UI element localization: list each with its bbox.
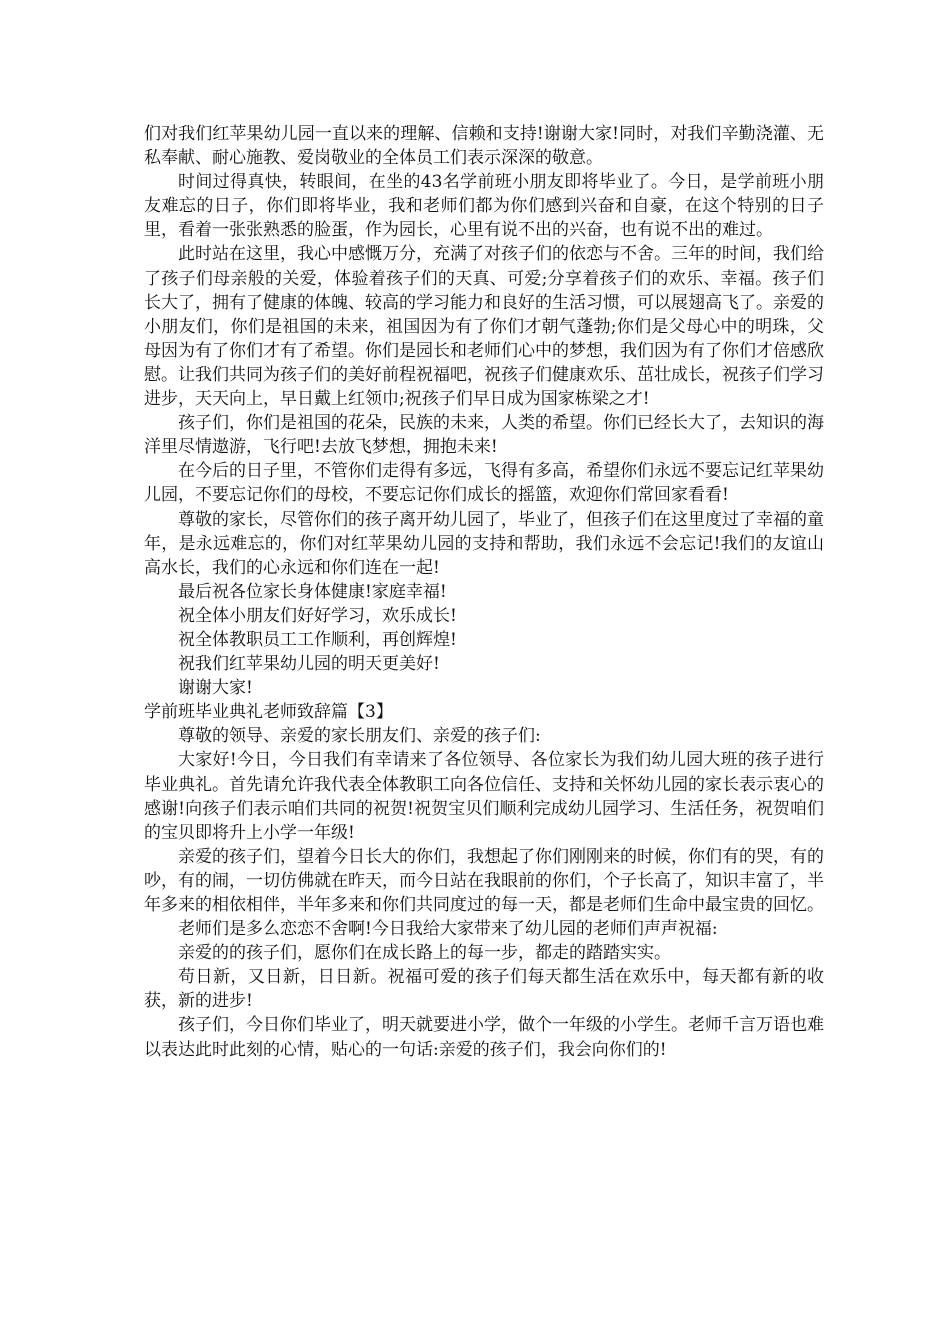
paragraph: 孩子们，你们是祖国的花朵，民族的未来，人类的希望。你们已经长大了，去知识的海洋里尽情遨游，飞行吧!去放飞梦想，拥抱未来! <box>144 413 824 458</box>
paragraph: 祝我们红苹果幼儿园的明天更美好! <box>178 654 440 675</box>
paragraph: 祝全体小朋友们好好学习，欢乐成长! <box>178 605 457 626</box>
section-heading: 学前班毕业典礼老师致辞篇【3】 <box>144 702 393 723</box>
paragraph: 尊敬的家长，尽管你们的孩子离开幼儿园了，毕业了，但孩子们在这里度过了幸福的童年，是永远难忘的，你们对红苹果幼儿园的支持和帮助，我们永远不会忘记!我们的友谊山高水长，我们的心永远和你们连在一起! <box>144 509 824 578</box>
paragraph: 孩子们，今日你们毕业了，明天就要进小学，做个一年级的小学生。老师千言万语也难以表达此时此刻的心情，贴心的一句话:亲爱的孩子们，我会向你们的! <box>144 1015 824 1060</box>
paragraph: 最后祝各位家长身体健康!家庭幸福! <box>178 581 447 602</box>
paragraph: 亲爱的孩子们，望着今日长大的你们，我想起了你们刚刚来的时候，你们有的哭，有的吵，有的闹，一切仿佛就在昨天，而今日站在我眼前的你们，个子长高了，知识丰富了，半年多来的相依相伴，半年多来和你们共同度过的每一天，都是老师们生命中最宝贵的回忆。 <box>144 846 824 915</box>
paragraph: 此时站在这里，我心中感慨万分，充满了对孩子们的依恋与不舍。三年的时间，我们给了孩子们母亲般的关爱，体验着孩子们的天真、可爱;分享着孩子们的欢乐、幸福。孩子们长大了，拥有了健康的体魄、较高的学习能力和良好的生活习惯，可以展翅高飞了。亲爱的小朋友们，你们是祖国的未来，祖国因为有了你们才朝气蓬勃;你们是父母心中的明珠，父母因为有了你们才有了希望。你们是园长和老师们心中的梦想，我们因为有了你们才倍感欣慰。让我们共同为孩子们的美好前程祝福吧，祝孩子们健康欢乐、茁壮成长，祝孩子们学习进步，天天向上，早日戴上红领巾;祝孩子们早日成为国家栋梁之才! <box>144 244 824 410</box>
paragraph: 谢谢大家! <box>178 678 253 699</box>
paragraph: 们对我们红苹果幼儿园一直以来的理解、信赖和支持!谢谢大家!同时，对我们辛勤浇灌、无私奉献、耐心施教、爱岗敬业的全体员工们表示深深的敬意。 <box>144 124 824 169</box>
paragraph: 时间过得真快，转眼间，在坐的43名学前班小朋友即将毕业了。今日，是学前班小朋友难忘的日子，你们即将毕业，我和老师们都为你们感到兴奋和自豪，在这个特别的日子里，看着一张张熟悉的脸蛋，作为园长，心里有说不出的兴奋，也有说不出的难过。 <box>144 172 824 241</box>
paragraph: 苟日新，又日新，日日新。祝福可爱的孩子们每天都生活在欢乐中，每天都有新的收获，新的进步! <box>144 967 824 1012</box>
paragraph: 尊敬的领导、亲爱的家长朋友们、亲爱的孩子们: <box>178 726 541 747</box>
document-body <box>144 122 824 1062</box>
paragraph: 祝全体教职员工工作顺利，再创辉煌! <box>178 629 457 650</box>
paragraph: 亲爱的的孩子们，愿你们在成长路上的每一步，都走的踏踏实实。 <box>178 943 671 964</box>
paragraph: 在今后的日子里，不管你们走得有多远，飞得有多高，希望你们永远不要忘记红苹果幼儿园，不要忘记你们的母校，不要忘记你们成长的摇篮，欢迎你们常回家看看! <box>144 461 824 506</box>
paragraph: 大家好!今日，今日我们有幸请来了各位领导、各位家长为我们幼儿园大班的孩子进行毕业典礼。首先请允许我代表全体教职工向各位信任、支持和关怀幼儿园的家长表示衷心的感谢!向孩子们表示咱们共同的祝贺!祝贺宝贝们顺利完成幼儿园学习、生活任务，祝贺咱们的宝贝即将升上小学一年级! <box>144 750 824 843</box>
paragraph: 老师们是多么恋恋不舍啊!今日我给大家带来了幼儿园的老师们声声祝福: <box>178 919 718 940</box>
